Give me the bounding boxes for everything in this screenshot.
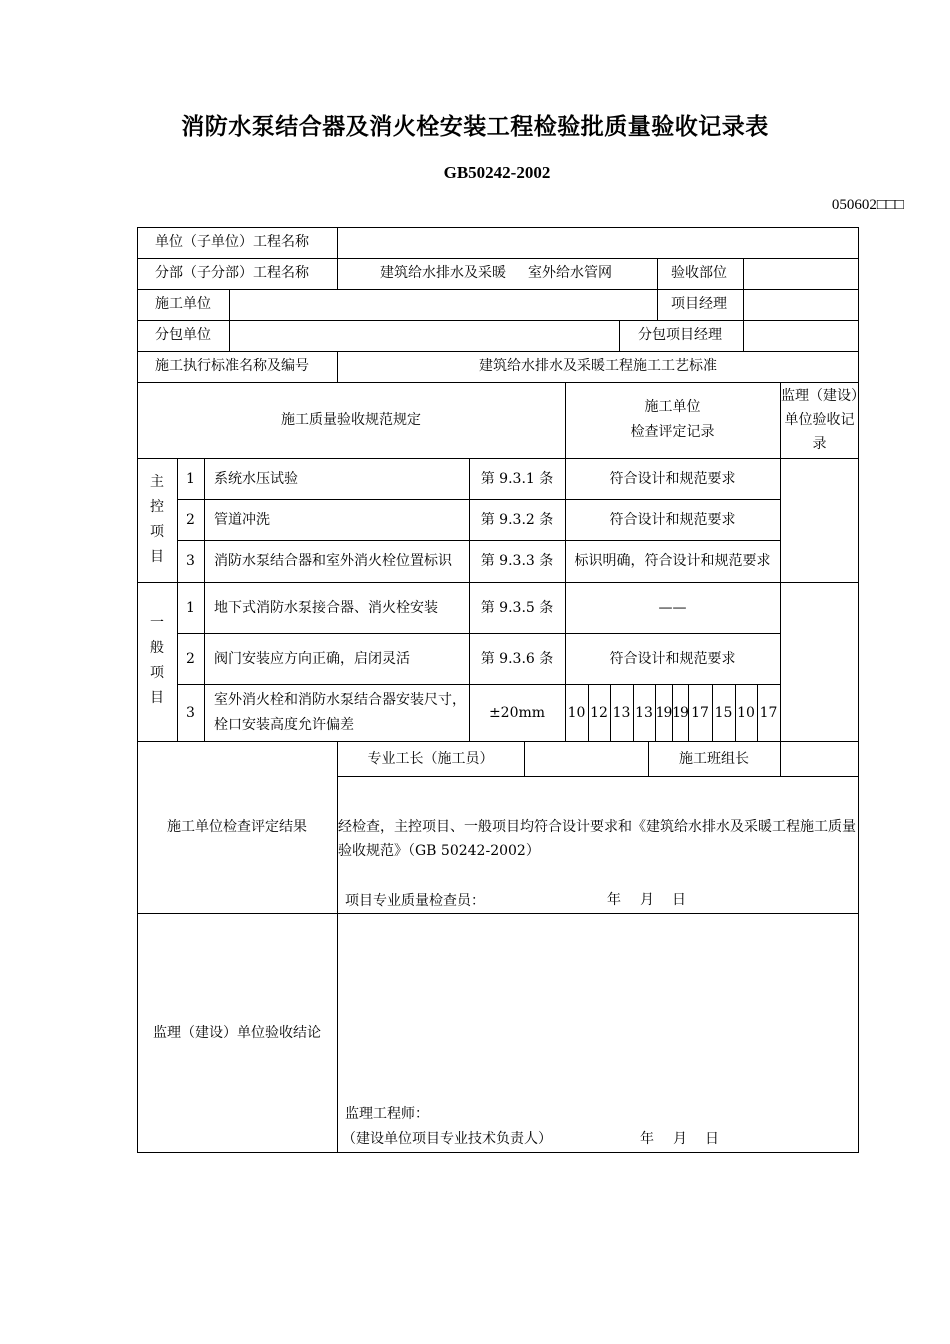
item-clause: 第 9.3.2 条 — [480, 512, 554, 528]
item-clause: 第 9.3.3 条 — [480, 553, 554, 569]
grid-line — [137, 382, 859, 383]
item-name: 阀门安装应方向正确，启闭灵活 — [214, 651, 410, 667]
sub-project-value-2: 室外给水管网 — [528, 265, 612, 281]
main-group-label — [137, 470, 177, 570]
grid-line — [204, 458, 205, 741]
item-name-line2: 栓口安装高度允许偏差 — [214, 717, 354, 733]
grid-line — [177, 633, 781, 634]
grid-line — [137, 289, 859, 290]
measurement-cell: 12 — [590, 705, 608, 721]
contractor-result-label: 施工单位检查评定结果 — [167, 819, 307, 835]
grid-line — [337, 258, 338, 289]
grid-line — [619, 320, 620, 351]
item-no: 2 — [186, 512, 195, 528]
grid-line — [137, 458, 859, 459]
main-group-char: 控 — [150, 499, 164, 515]
grid-line — [229, 289, 230, 351]
grid-line — [657, 289, 658, 320]
date-day: 日 — [705, 1131, 719, 1147]
measurement-cell: 10 — [567, 705, 586, 721]
sub-project-label: 分部（子分部）工程名称 — [155, 265, 309, 281]
measurement-cell: 15 — [714, 705, 733, 721]
subcontractor-label: 分包单位 — [155, 327, 211, 343]
item-name: 地下式消防水泵接合器、消火栓安装 — [214, 600, 438, 616]
item-record: 符合设计和规范要求 — [609, 471, 736, 487]
date-year: 年 — [640, 1131, 654, 1147]
result-text-line1: 经检查，主控项目、一般项目均符合设计要求和《建筑给水排水及采暖工程施工质量 — [338, 819, 856, 835]
item-no: 2 — [186, 651, 195, 667]
page-title: 消防水泵结合器及消火栓安装工程检验批质量验收记录表 — [181, 114, 769, 140]
item-clause: 第 9.3.5 条 — [480, 600, 554, 616]
grid-line — [743, 258, 744, 351]
item-no: 3 — [186, 553, 195, 569]
general-group-char: 一 — [150, 615, 164, 631]
grid-line — [177, 684, 781, 685]
grid-line — [137, 258, 859, 259]
unit-project-label: 单位（子单位）工程名称 — [155, 234, 309, 250]
grid-line — [657, 258, 658, 289]
general-group-char: 项 — [150, 665, 164, 681]
standard-code: GB50242-2002 — [443, 163, 551, 182]
item-tolerance: ±20mm — [488, 705, 546, 721]
measurement-cell: 13 — [612, 705, 631, 721]
exec-std-value: 建筑给水排水及采暖工程施工工艺标准 — [479, 358, 717, 374]
form-code: 050602□□□ — [831, 197, 904, 213]
supervisor-result-label: 监理（建设）单位验收结论 — [153, 1025, 321, 1041]
grid-line — [337, 776, 859, 777]
sub-project-value-1: 建筑给水排水及采暖 — [380, 265, 506, 281]
grid-line — [137, 320, 859, 321]
grid-line — [337, 741, 338, 1153]
result-text-line2: 验收规范》（GB 50242-2002） — [338, 843, 540, 859]
item-name-line1: 室外消火栓和消防水泵结合器安装尺寸， — [214, 692, 466, 708]
item-record: 符合设计和规范要求 — [609, 512, 736, 528]
date-month: 月 — [640, 892, 654, 908]
grid-line — [177, 540, 781, 541]
pm-label: 项目经理 — [671, 296, 727, 312]
general-group-label — [137, 611, 177, 711]
item-no: 1 — [186, 471, 195, 487]
contractor-label: 施工单位 — [155, 296, 211, 312]
grid-line — [137, 913, 859, 914]
item-no: 3 — [186, 705, 195, 721]
item-record: —— — [658, 600, 687, 616]
supervisor-header: 监理（建设）单位验收记录 — [781, 388, 858, 452]
main-group-char: 目 — [150, 549, 164, 565]
date-month: 月 — [673, 1131, 687, 1147]
general-group-char: 般 — [150, 640, 164, 656]
item-record: 标识明确，符合设计和规范要求 — [574, 553, 771, 569]
item-name: 管道冲洗 — [214, 512, 270, 528]
item-name: 系统水压试验 — [214, 471, 298, 487]
owner-label: （建设单位项目专业技术负责人） — [342, 1131, 552, 1147]
measurement-cell: 17 — [759, 705, 778, 721]
main-group-char: 项 — [150, 524, 164, 540]
exec-std-label: 施工执行标准名称及编号 — [155, 358, 309, 374]
grid-line — [137, 582, 859, 583]
item-no: 1 — [186, 600, 195, 616]
item-record: 符合设计和规范要求 — [609, 651, 736, 667]
grid-line — [337, 227, 338, 258]
measurement-cell: 19 — [672, 705, 688, 721]
date-year: 年 — [607, 892, 621, 908]
team-leader-label: 施工班组长 — [679, 751, 749, 767]
grid-line — [177, 499, 781, 500]
contractor-record-header-2: 检查评定记录 — [630, 424, 715, 440]
item-clause: 第 9.3.6 条 — [480, 651, 554, 667]
engineer-label: 监理工程师： — [345, 1106, 429, 1122]
grid-line — [137, 741, 859, 742]
grid-line — [524, 741, 525, 776]
sub-pm-label: 分包项目经理 — [638, 327, 722, 343]
contractor-record-header-1: 施工单位 — [644, 399, 701, 415]
accept-part-label: 验收部位 — [671, 265, 727, 281]
measurement-cell: 19 — [655, 705, 672, 721]
general-group-char: 目 — [150, 690, 164, 706]
spec-header: 施工质量验收规范规定 — [281, 412, 421, 428]
foreman-label: 专业工长（施工员） — [367, 751, 494, 767]
date-day: 日 — [672, 892, 686, 908]
item-clause: 第 9.3.1 条 — [480, 471, 554, 487]
grid-line — [137, 351, 859, 352]
measurement-cell: 10 — [737, 705, 755, 721]
item-name: 消防水泵结合器和室外消火栓位置标识 — [214, 553, 452, 569]
measurement-cell: 13 — [635, 705, 653, 721]
measurement-cell: 17 — [691, 705, 709, 721]
grid-line — [780, 741, 781, 776]
inspector-label: 项目专业质量检查员： — [345, 893, 485, 909]
main-group-char: 主 — [150, 474, 164, 490]
